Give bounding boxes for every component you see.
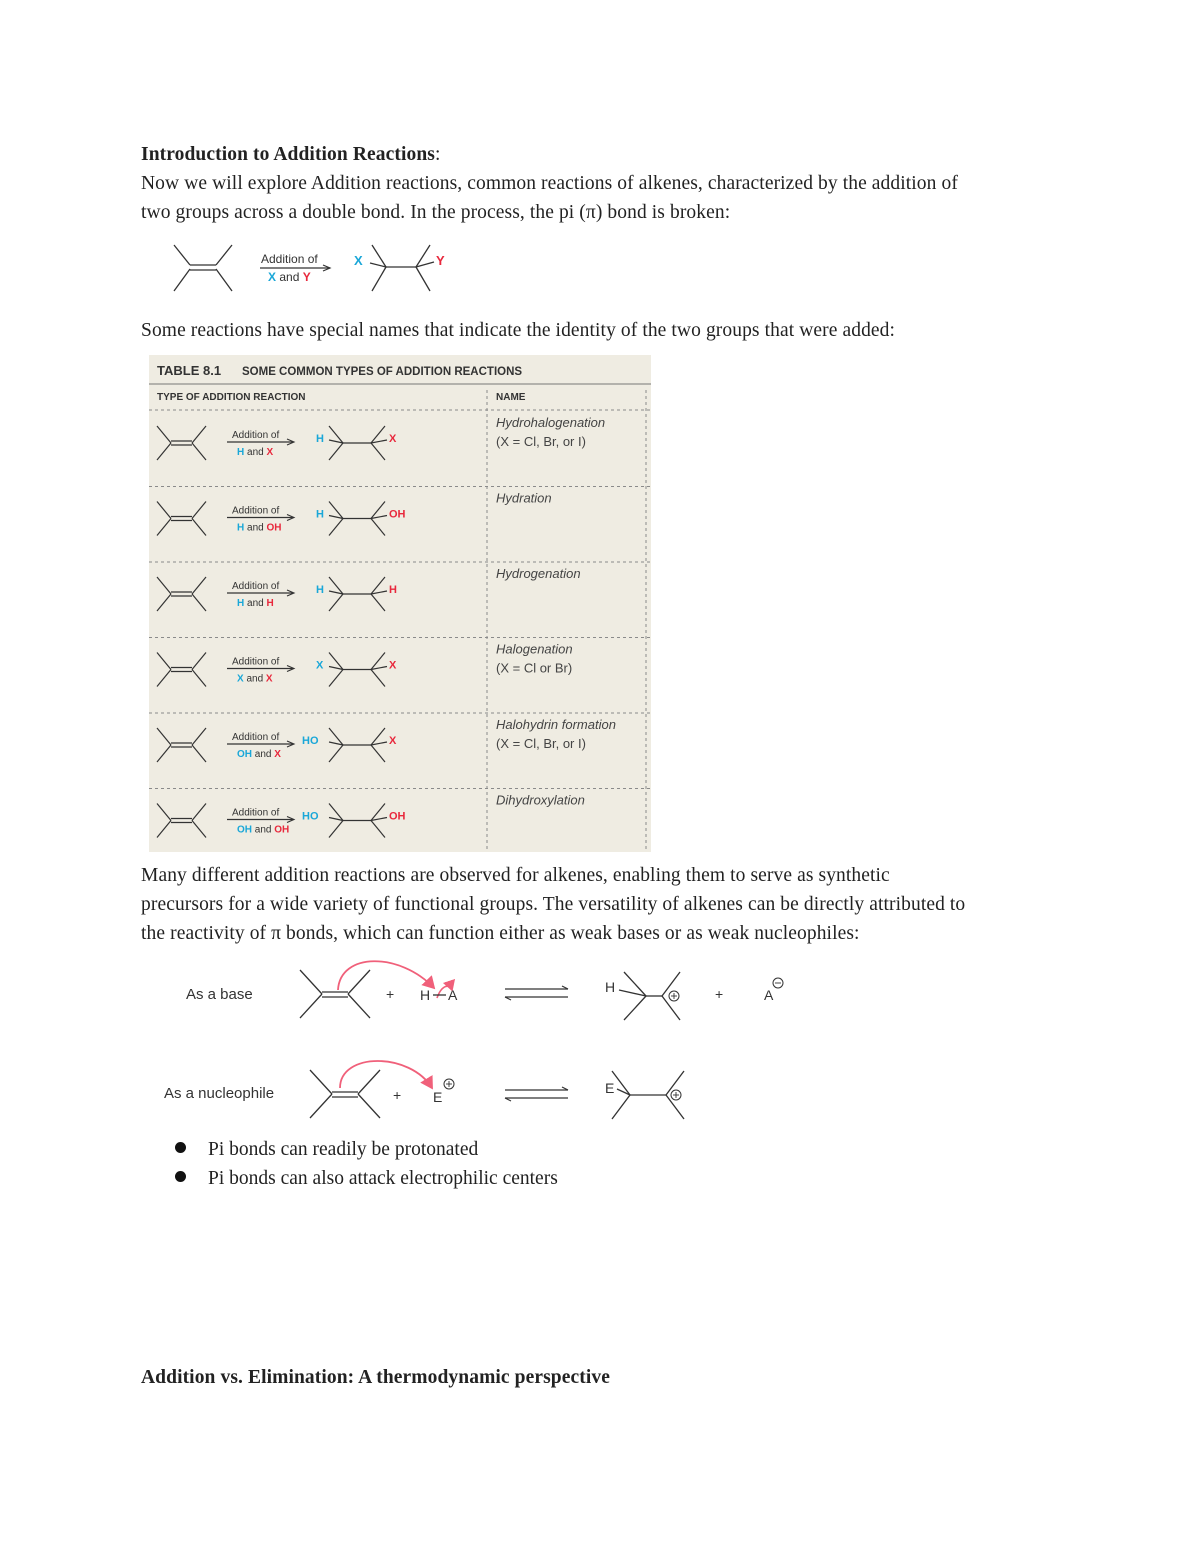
bullet-dot — [175, 1142, 186, 1153]
as-nucleophile-label: As a nucleophile — [164, 1085, 275, 1102]
many-line-2: precursors for a wide variety of functional groups. The versatility of alkenes can be directly attributed to — [141, 894, 966, 915]
heading-title: Introduction to Addition Reactions — [141, 144, 435, 165]
bullet-item — [175, 1135, 478, 1164]
base-plus-2: + — [715, 986, 724, 1002]
row-arrow-label: Addition of — [232, 581, 280, 592]
as-base-label: As a base — [186, 986, 253, 1003]
row-name: Hydrohalogenation — [496, 415, 606, 430]
intro-line-2: two groups across a double bond. In the process, the pi (π) bond is broken: — [141, 202, 731, 223]
row-left-group: HO — [302, 810, 319, 823]
scheme1-right-group: Y — [436, 253, 445, 268]
row-arrow-groups: OH and OH — [237, 824, 290, 836]
row-right-group: OH — [389, 508, 406, 521]
row-name: Dihydroxylation — [496, 792, 585, 808]
row-arrow-groups: X and X — [237, 673, 273, 685]
ha-h: H — [420, 987, 431, 1003]
row-name: Hydrogenation — [496, 566, 581, 581]
row-left-group: X — [316, 659, 324, 672]
row-right-group: OH — [389, 810, 406, 823]
product-e: E — [605, 1080, 615, 1096]
row-right-group: H — [389, 584, 397, 596]
special-names-text: Some reactions have special names that indicate the identity of the two groups that were added: — [141, 320, 896, 341]
anion-a: A — [764, 987, 774, 1003]
bullet-dot — [175, 1171, 186, 1182]
row-arrow-groups: OH and X — [237, 749, 281, 760]
scheme1-arrow-groups: X and Y — [268, 270, 311, 284]
row-name: Halogenation — [496, 641, 573, 657]
row-arrow-label: Addition of — [232, 430, 280, 441]
heading-colon: : — [434, 144, 441, 165]
row-left-group: H — [316, 584, 324, 596]
row-left-group: H — [316, 508, 324, 521]
table-col2-header: NAME — [496, 392, 526, 403]
row-arrow-groups: H and X — [237, 447, 274, 458]
row-left-group: HO — [302, 735, 319, 747]
row-right-group: X — [389, 433, 397, 445]
row-left-group: H — [316, 433, 324, 445]
row-right-group: X — [389, 659, 397, 672]
row-arrow-label: Addition of — [232, 505, 280, 517]
general-addition-scheme — [160, 238, 460, 298]
electrophile-e: E — [433, 1089, 443, 1105]
bullet-text: Pi bonds can also attack electrophilic centers — [208, 1168, 558, 1189]
many-line-1: Many different addition reactions are observed for alkenes, enabling them to serve as synthetic — [141, 865, 890, 886]
row-note: (X = Cl or Br) — [496, 660, 573, 676]
product-h: H — [605, 979, 616, 995]
nuc-plus: + — [393, 1087, 402, 1103]
bullet-text: Pi bonds can readily be protonated — [208, 1139, 479, 1160]
scheme1-arrow-label: Addition of — [261, 252, 318, 266]
row-right-group: X — [389, 735, 397, 747]
row-arrow-groups: H and OH — [237, 522, 282, 534]
table-col1-header: TYPE OF ADDITION REACTION — [157, 392, 306, 403]
row-arrow-label: Addition of — [232, 732, 280, 743]
intro-line-1: Now we will explore Addition reactions, common reactions of alkenes, characterized by the addition of — [141, 173, 958, 194]
row-name: Hydration — [496, 490, 552, 506]
row-note: (X = Cl, Br, or I) — [496, 434, 586, 449]
row-arrow-label: Addition of — [232, 807, 280, 819]
section-heading-2: Addition vs. Elimination: A thermodynamic perspective — [141, 1367, 610, 1388]
scheme1-left-group: X — [354, 253, 363, 268]
ha-a: A — [448, 987, 458, 1003]
base-nucleophile-scheme — [150, 952, 800, 1127]
many-line-3: the reactivity of π bonds, which can function either as weak bases or as weak nucleophiles: — [141, 923, 860, 944]
base-plus-1: + — [386, 986, 395, 1002]
table-label: TABLE 8.1 — [157, 363, 222, 378]
bullet-item — [175, 1164, 558, 1193]
row-arrow-groups: H and H — [237, 598, 274, 609]
addition-reactions-table — [149, 355, 651, 852]
section-heading — [141, 140, 441, 169]
table-title: SOME COMMON TYPES OF ADDITION REACTIONS — [242, 366, 523, 378]
row-note: (X = Cl, Br, or I) — [496, 736, 586, 751]
row-arrow-label: Addition of — [232, 656, 280, 668]
row-name: Halohydrin formation — [496, 717, 616, 732]
